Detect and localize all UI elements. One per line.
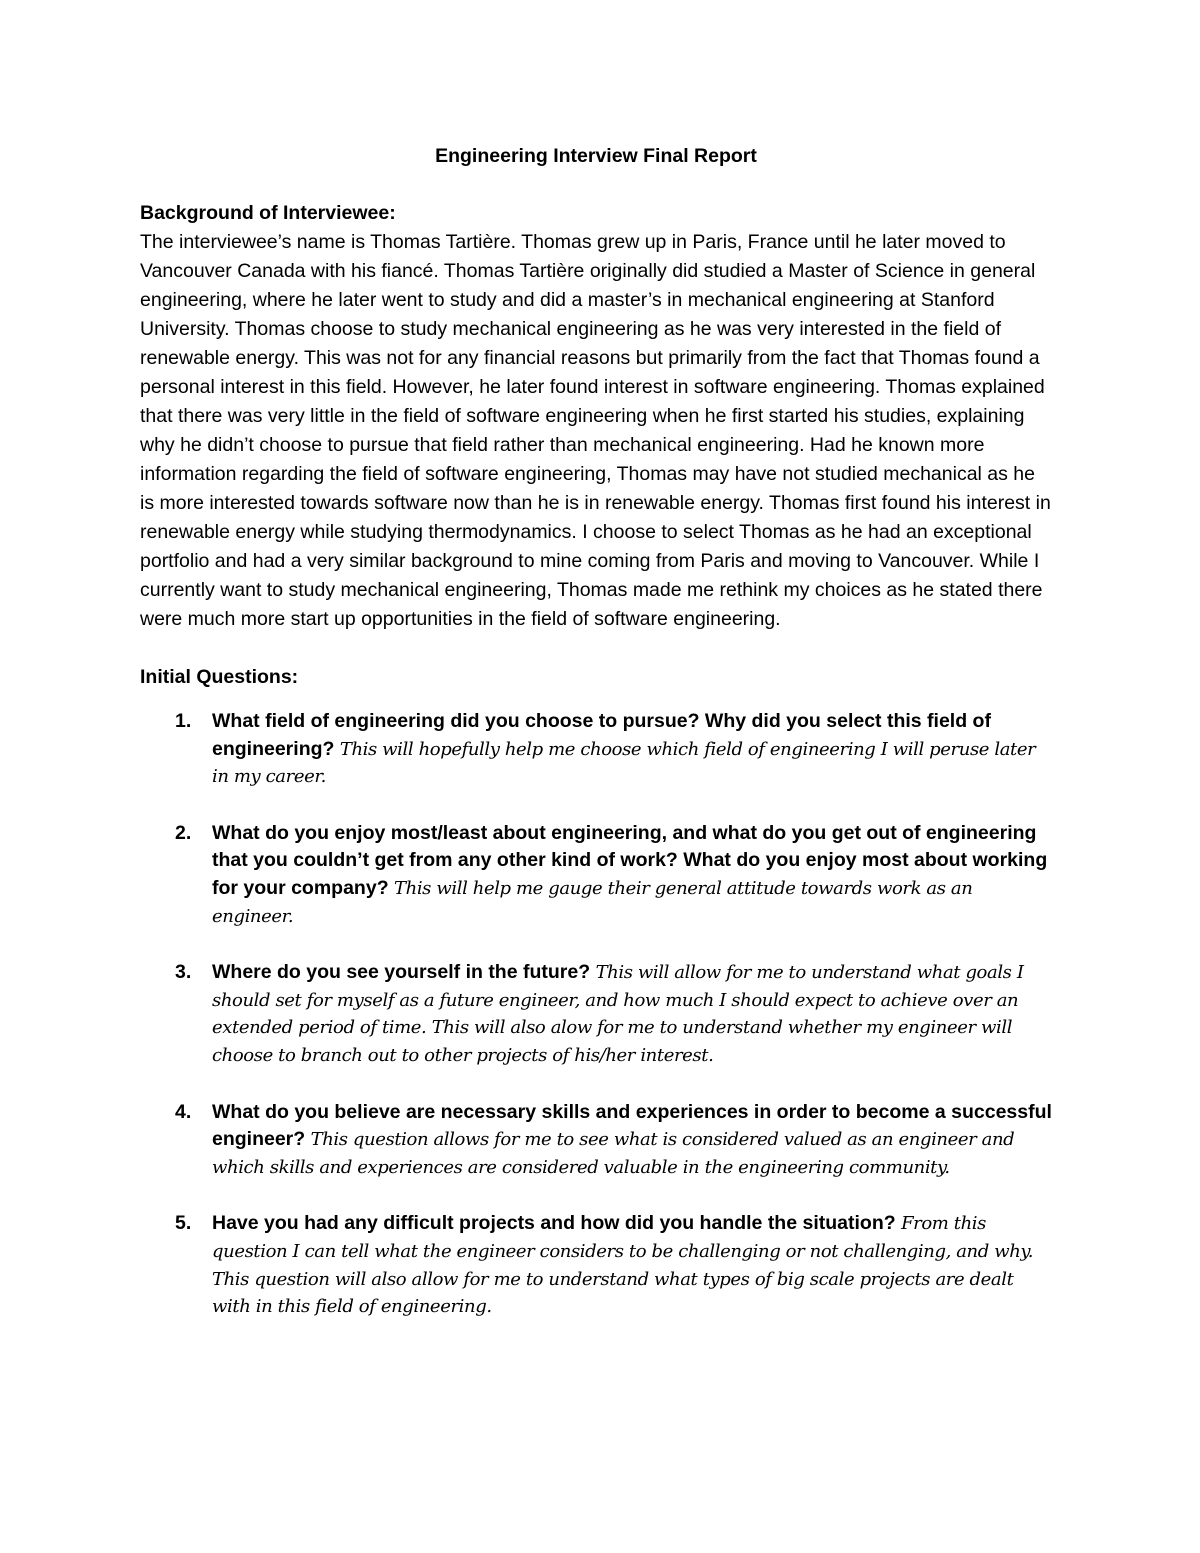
question-text: What do you believe are necessary skills and experiences in order to become a successful engineer? bbox=[212, 1100, 1052, 1151]
question-item-4 bbox=[140, 1099, 1052, 1182]
question-number: 1. bbox=[175, 710, 192, 732]
question-rationale: This question allows for me to see what is considered valued as an engineer and which skills and experiences are considered valuable in the engineering community. bbox=[212, 1129, 1015, 1178]
question-number: 2. bbox=[175, 821, 192, 844]
question-rationale: This will allow for me to understand what goals I should set for myself as a future engineer, and how much I should expect to achieve over an extended period of time. This will also alow for me to understand whether my engineer will choose to branch out to other projects of his/her interest. bbox=[212, 962, 1024, 1066]
question-item-2 bbox=[140, 820, 1052, 930]
initial-questions-heading: Initial Questions: bbox=[140, 666, 299, 688]
question-item-1 bbox=[140, 708, 1052, 791]
question-number: 4. bbox=[175, 1100, 192, 1123]
question-rationale: This will help me gauge their general attitude towards work as an engineer. bbox=[212, 877, 973, 927]
question-item-5 bbox=[140, 1210, 1052, 1320]
background-paragraph: The interviewee’s name is Thomas Tartière. Thomas grew up in Paris, France until he later moved to Vancouver Canada with his fiancé. Thomas Tartière originally did studied a Master of Science in general engineering, where he later went to study and did a master’s in mechanical engineering at Stanford University. Thomas choose to study mechanical engineering as he was very interested in the field of renewable energy. This was not for any financial reasons but primarily from the fact that Thomas found a personal interest in this field. However, he later found interest in software engineering. Thomas explained that there was very little in the field of software engineering when he first started his studies, explaining why he didn’t choose to pursue that field rather than mechanical engineering. Had he known more information regarding the field of software engineering, Thomas may have not studied mechanical as he is more interested towards software now than he is in renewable energy. Thomas first found his interest in renewable energy while studying thermodynamics. I choose to select Thomas as he had an exceptional portfolio and had a very similar background to mine coming from Paris and moving to Vancouver. While I currently want to study mechanical engineering, Thomas made me rethink my choices as he stated there were much more start up opportunities in the field of software engineering. bbox=[140, 231, 1051, 630]
question-item-3 bbox=[140, 959, 1052, 1069]
question-text: Where do you see yourself in the future? bbox=[212, 961, 596, 984]
question-number: 5. bbox=[175, 1212, 192, 1235]
question-rationale: This will hopefully help me choose which field of engineering I will peruse later in my career. bbox=[212, 738, 1036, 788]
background-section bbox=[140, 199, 1052, 634]
question-text: What do you enjoy most/least about engineering, and what do you get out of engineering that you couldn’t get from any other kind of work? What do you enjoy most about working for your company? bbox=[212, 821, 1048, 899]
question-number: 3. bbox=[175, 961, 192, 984]
page-title: Engineering Interview Final Report bbox=[435, 145, 757, 167]
question-rationale: From this question I can tell what the engineer considers to be challenging or not challenging, and why. This question will also allow for me to understand what types of big scale projects are dealt with in this field of engineering. bbox=[212, 1213, 1034, 1318]
section-spacer bbox=[140, 634, 1052, 663]
document-page bbox=[140, 142, 1052, 1350]
question-text: What field of engineering did you choose to pursue? Why did you select this field of engineering? bbox=[212, 710, 991, 760]
question-list bbox=[140, 708, 1052, 1321]
initial-questions-section bbox=[140, 663, 1052, 1321]
background-heading: Background of Interviewee: bbox=[140, 202, 396, 224]
question-text: Have you had any difficult projects and how did you handle the situation? bbox=[212, 1212, 902, 1235]
